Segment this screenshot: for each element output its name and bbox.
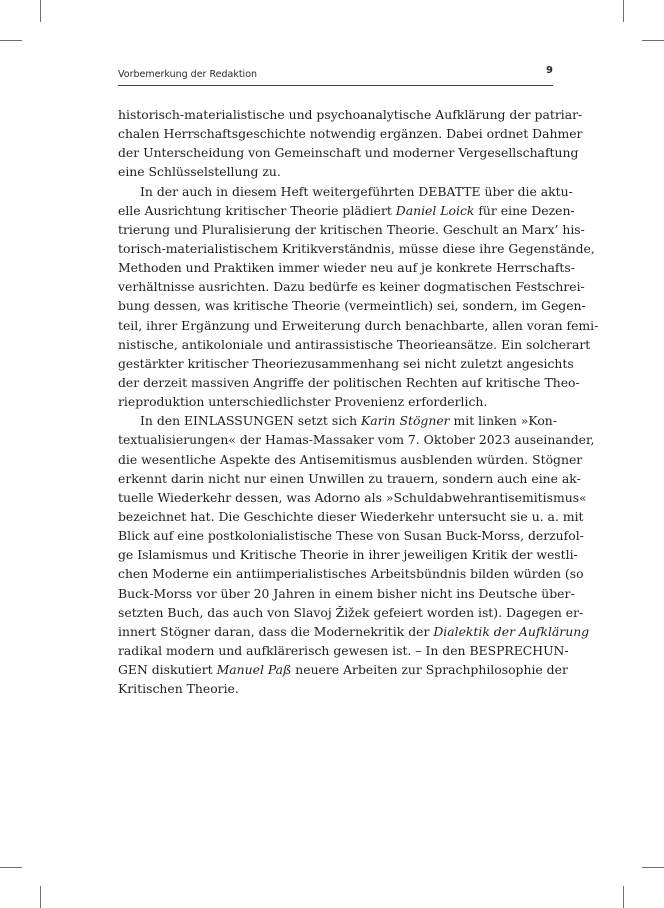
text-line: verhältnisse ausrichten. Dazu bedürfe es keiner dogmatischen Festschrei-: [118, 279, 585, 295]
text-line: trierung und Pluralisierung der kritischen Theorie. Geschult an Marx’ his-: [118, 221, 585, 237]
book-title: Dialektik der Aufklärung: [433, 623, 590, 639]
text-line: bung dessen, was kritische Theorie (vermeintlich) sei, sondern, im Gegen-: [118, 298, 586, 314]
running-head: Vorbemerkung der Redaktion: [118, 69, 258, 80]
text-line: textualisierungen« der Hamas-Massaker vom 7. Oktober 2023 auseinander,: [118, 432, 595, 448]
crop-mark-bottom-left-vertical: [40, 886, 41, 908]
text-line: erkennt darin nicht nur einen Unwillen zu trauern, sondern auch eine ak-: [118, 470, 581, 486]
text-line: In der auch in diesem Heft weitergeführten DEBATTE über die aktu-: [140, 183, 573, 199]
text-line: die wesentliche Aspekte des Antisemitismus ausblenden würden. Stögner: [118, 451, 583, 467]
text-line: In den EINLASSUNGEN setzt sich Karin Stögner mit linken »Kon-: [140, 413, 557, 429]
text-line: tuelle Wiederkehr dessen, was Adorno als »Schuldabwehrantisemitismus«: [118, 489, 587, 505]
author-name: Karin Stögner: [361, 413, 450, 429]
text-line: teil, ihrer Ergänzung und Erweiterung durch benachbarte, allen voran femi-: [118, 317, 599, 333]
crop-mark-bottom-right-vertical: [623, 886, 624, 908]
text-line: radikal modern und aufklärerisch gewesen ist. – In den BESPRECHUN-: [118, 642, 569, 658]
text-line: Methoden und Praktiken immer wieder neu auf je konkrete Herrschafts-: [118, 260, 575, 276]
header-rule: [118, 85, 553, 86]
text-line: setzten Buch, das auch von Slavoj Žižek gefeiert worden ist). Dagegen er-: [118, 604, 584, 620]
text-line: historisch-materialistische und psychoanalytische Aufklärung der patriar-: [118, 107, 583, 122]
crop-mark-top-left-vertical: [40, 0, 41, 22]
text-line: Buck-Morss vor über 20 Jahren in einem bisher nicht ins Deutsche über-: [118, 585, 575, 601]
crop-mark-top-right-vertical: [623, 0, 624, 22]
text-line: gestärkter kritischer Theoriezusammenhang sei nicht zuletzt angesichts: [118, 355, 574, 371]
text-line: Kritischen Theorie.: [118, 681, 239, 697]
author-name: Daniel Loick: [395, 202, 475, 218]
text-line: bezeichnet hat. Die Geschichte dieser Wiederkehr untersucht sie u. a. mit: [118, 508, 584, 524]
text-line: ge Islamismus und Kritische Theorie in ihrer jeweiligen Kritik der westli-: [118, 547, 578, 563]
text-line: chalen Herrschaftsgeschichte notwendig ergänzen. Dabei ordnet Dahmer: [118, 126, 583, 142]
crop-mark-top-left-horizontal: [0, 40, 22, 41]
text-line: innert Stögner daran, dass die Modernekritik der Dialektik der Aufklärung: [118, 623, 590, 639]
text-line: torisch-materialistischem Kritikverständnis, müsse diese ihre Gegenstände,: [118, 240, 595, 256]
text-line: GEN diskutiert Manuel Paß neuere Arbeiten zur Sprachphilosophie der: [118, 662, 568, 678]
text-line: Blick auf eine postkolonialistische These von Susan Buck-Morss, derzufol-: [118, 528, 584, 544]
text-line: rieproduktion unterschiedlichster Provenienz erforderlich.: [118, 394, 488, 410]
text-line: der Unterscheidung von Gemeinschaft und moderner Vergesellschaftung: [118, 145, 579, 161]
text-line: elle Ausrichtung kritischer Theorie plädiert Daniel Loick für eine Dezen-: [118, 202, 575, 218]
text-line: der derzeit massiven Angriffe der politischen Rechten auf kritische Theo-: [118, 374, 580, 390]
body-text: [118, 105, 599, 698]
author-name: Manuel Paß: [216, 662, 292, 678]
text-line: nistische, antikoloniale und antirassistische Theorieansätze. Ein solcherart: [118, 336, 591, 352]
text-line: eine Schlüsselstellung zu.: [118, 164, 281, 180]
crop-mark-bottom-right-horizontal: [642, 867, 664, 868]
text-line: chen Moderne ein antiimperialistisches Arbeitsbündnis bilden würden (so: [118, 566, 584, 582]
page-header: [118, 63, 553, 85]
page-number: 9: [546, 65, 553, 76]
crop-mark-top-right-horizontal: [642, 40, 664, 41]
crop-mark-bottom-left-horizontal: [0, 867, 22, 868]
